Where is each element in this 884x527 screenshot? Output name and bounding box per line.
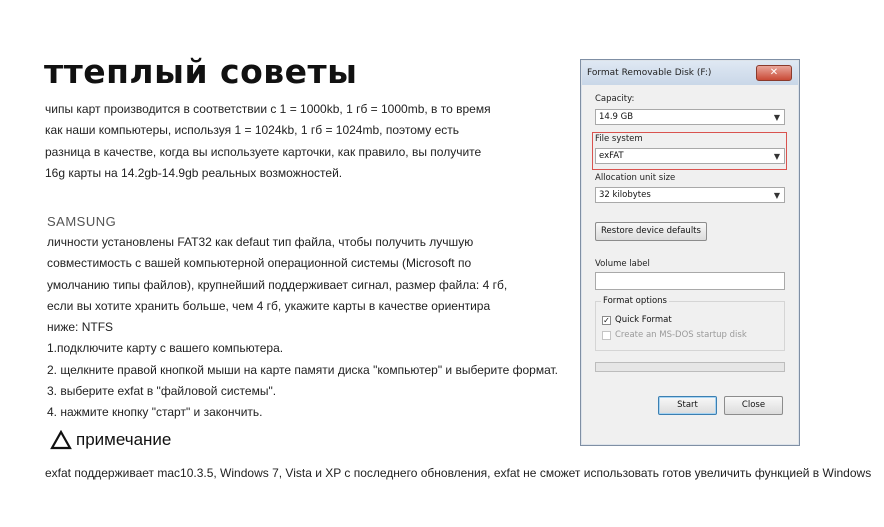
note-heading [50,430,171,450]
start-button[interactable]: Start [658,396,717,415]
instruction-line: личности установлены FAT32 как defaut тип файла, чтобы получить лучшую [47,235,474,249]
file-system-value: exFAT [599,151,624,161]
capacity-select[interactable] [595,109,785,125]
quick-format-checkbox[interactable]: ✓ [603,316,610,325]
intro-line: 16g карты на 14.2gb-14.9gb реальных возможностей. [45,165,343,180]
instruction-line: совместимость с вашей компьютерной операционной системы (Microsoft по [47,256,472,271]
instruction-line: 4. нажмите кнопку "старт" и закончить. [47,405,263,420]
msdos-label: Create an MS-DOS startup disk [615,330,747,340]
intro-line: чипы карт производится в соответствии с 1 = 1000kb, 1 гб = 1000mb, в то время [45,102,491,116]
dialog-titlebar [582,61,798,85]
samsung-instructions [47,232,558,424]
intro-line: как наши компьютеры, используя 1 = 1024kb, 1 гб = 1024mb, поэтому есть [45,123,460,138]
instruction-line: 2. щелкните правой кнопкой мыши на карте памяти диска "компьютер" и выберите формат. [47,362,559,377]
format-progress-bar [595,362,785,372]
chevron-down-icon: ▼ [773,152,780,161]
restore-defaults-button[interactable]: Restore device defaults [595,222,707,241]
dialog-title: Format Removable Disk (F:) [587,68,712,78]
footer-note: exfat поддерживает mac10.3.5, Windows 7, Vista и XP с последнего обновления, exfat не сможет использовать готов увеличить функцией в Windows [45,466,872,480]
instruction-line: 1.подключите карту с вашего компьютера. [47,341,284,356]
format-dialog [580,59,800,446]
instruction-line: ниже: NTFS [47,320,114,335]
volume-label-label: Volume label [595,259,650,269]
file-system-select[interactable] [595,148,785,164]
note-label: примечание [76,430,172,449]
chevron-down-icon: ▼ [773,113,780,122]
quick-format-label: Quick Format [615,315,672,325]
allocation-value: 32 kilobytes [599,190,651,200]
instruction-line: умолчанию типы файлов), крупнейший поддерживает сигнал, размер файла: 4 гб, [47,277,508,292]
instruction-line: 3. выберите exfat в "файловой системы". [47,384,277,399]
volume-label-input[interactable] [595,272,785,290]
format-options-label: Format options [603,296,667,306]
chevron-down-icon: ▼ [773,191,780,200]
allocation-label: Allocation unit size [595,173,676,183]
msdos-checkbox[interactable] [602,331,611,340]
format-options-group [595,301,785,351]
page-title: ттеплый советы [44,52,358,91]
capacity-value: 14.9 GB [599,112,634,122]
capacity-label: Capacity: [595,94,635,104]
file-system-label: File system [595,134,643,144]
samsung-heading: SAMSUNG [47,214,117,229]
allocation-select[interactable] [595,187,785,203]
instruction-line: если вы хотите хранить больше, чем 4 гб, укажите карты в качестве ориентира [47,298,491,313]
close-icon[interactable]: ✕ [756,65,792,81]
intro-line: разница в качестве, когда вы используете карточки, как правило, вы получите [45,144,482,159]
warning-triangle-icon [50,430,72,450]
intro-text [45,99,491,184]
close-button[interactable]: Close [724,396,783,415]
